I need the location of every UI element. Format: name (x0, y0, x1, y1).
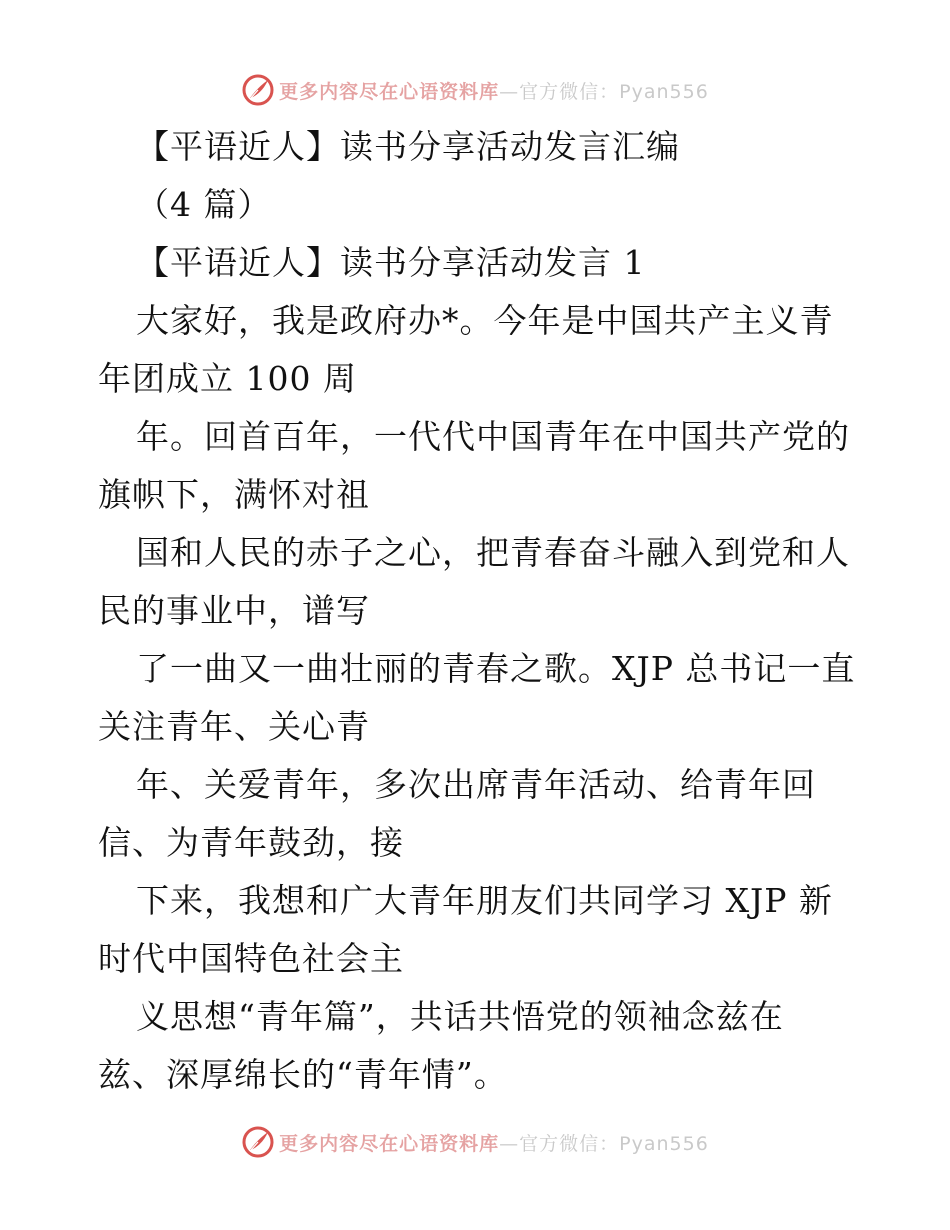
feather-logo-icon (241, 73, 275, 107)
paragraph-line: 下来，我想和广大青年朋友们共同学习 XJP 新 (136, 881, 833, 920)
paragraph-line: 大家好，我是政府办*。今年是中国共产主义青 (136, 301, 834, 340)
watermark-separator: — (499, 80, 520, 103)
watermark-contact: 官方微信：Pyan556 (519, 1132, 709, 1155)
watermark-brand: 更多内容尽在心语资料库 (279, 80, 500, 103)
feather-logo-icon (241, 1125, 275, 1159)
paragraph-line: 兹、深厚绵长的“青年情”。 (98, 1055, 508, 1094)
section-heading: 【平语近人】读书分享活动发言 1 (136, 243, 646, 282)
paragraph-line: 时代中国特色社会主 (98, 939, 404, 978)
paragraph-line: 国和人民的赤子之心，把青春奋斗融入到党和人 (136, 533, 850, 572)
paragraph-line: 年。回首百年，一代代中国青年在中国共产党的 (136, 417, 850, 456)
paragraph-line: 关注青年、关心青 (98, 707, 370, 746)
watermark-separator: — (499, 1132, 520, 1155)
watermark-text (279, 77, 709, 104)
document-title: 【平语近人】读书分享活动发言汇编 (136, 127, 680, 166)
watermark-contact: 官方微信：Pyan556 (519, 80, 709, 103)
paragraph-line: 年、关爱青年，多次出席青年活动、给青年回 (136, 765, 816, 804)
paragraph-line: 义思想“青年篇”，共话共悟党的领袖念兹在 (136, 997, 784, 1036)
paragraph-line: 民的事业中，谱写 (98, 591, 370, 630)
footer-watermark (0, 1122, 950, 1162)
document-subtitle: （4 篇） (136, 185, 272, 224)
document-body (98, 118, 858, 1104)
watermark-text (279, 1129, 709, 1156)
watermark-brand: 更多内容尽在心语资料库 (279, 1132, 500, 1155)
paragraph-line: 了一曲又一曲壮丽的青春之歌。XJP 总书记一直 (136, 649, 856, 688)
paragraph-line: 信、为青年鼓劲，接 (98, 823, 404, 862)
paragraph-line: 旗帜下，满怀对祖 (98, 475, 370, 514)
paragraph-line: 年团成立 100 周 (98, 359, 357, 398)
header-watermark (0, 70, 950, 110)
